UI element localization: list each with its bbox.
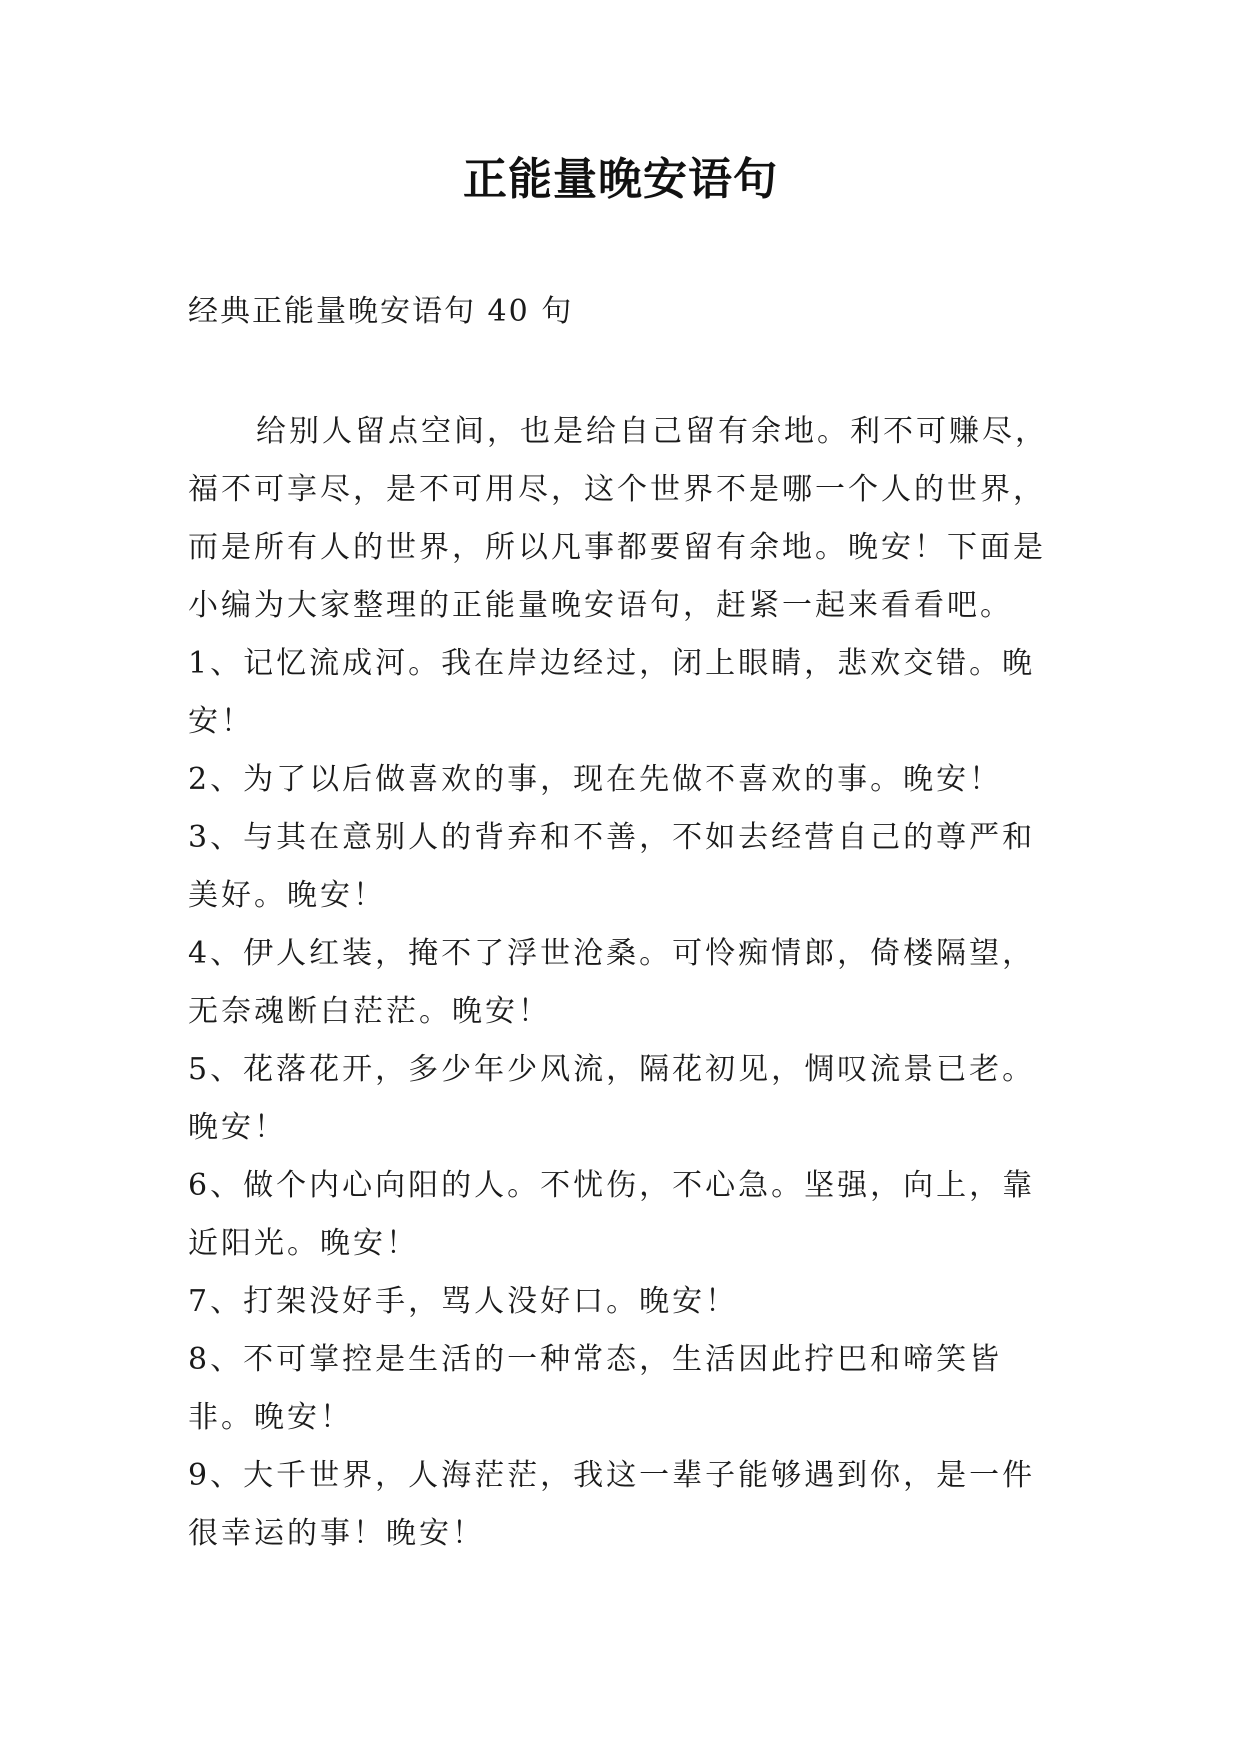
document-title: 正能量晚安语句 <box>463 154 778 205</box>
list-item: 9、大千世界，人海茫茫，我这一辈子能够遇到你，是一件很幸运的事！晚安！ <box>188 1458 1036 1551</box>
list-item: 2、为了以后做喜欢的事，现在先做不喜欢的事。晚安！ <box>188 762 1003 797</box>
list-item: 4、伊人红装，掩不了浮世沧桑。可怜痴情郎，倚楼隔望，无奈魂断白茫茫。晚安！ <box>188 936 1036 1029</box>
list-item: 8、不可掌控是生活的一种常态，生活因此拧巴和啼笑皆非。晚安！ <box>188 1342 1003 1435</box>
list-item: 5、花落花开，多少年少风流，隔花初见，惆叹流景已老。晚安！ <box>188 1052 1036 1145</box>
list-item: 1、记忆流成河。我在岸边经过，闭上眼睛，悲欢交错。晚安！ <box>188 646 1036 739</box>
document-subtitle: 经典正能量晚安语句 40 句 <box>188 294 574 329</box>
list-item: 3、与其在意别人的背弃和不善，不如去经营自己的尊严和美好。晚安！ <box>188 820 1036 913</box>
list-item: 7、打架没好手，骂人没好口。晚安！ <box>188 1284 739 1319</box>
intro-paragraph: 给别人留点空间，也是给自己留有余地。利不可赚尽，福不可享尽，是不可用尽，这个世界不是哪一个人的世界，而是所有人的世界，所以凡事都要留有余地。晚安！下面是小编为大家整理的正能量晚安语句，赶紧一起来看看吧。 <box>188 414 1048 623</box>
document-body <box>188 403 1068 1563</box>
list-item: 6、做个内心向阳的人。不忧伤，不心急。坚强，向上，靠近阳光。晚安！ <box>188 1168 1036 1261</box>
